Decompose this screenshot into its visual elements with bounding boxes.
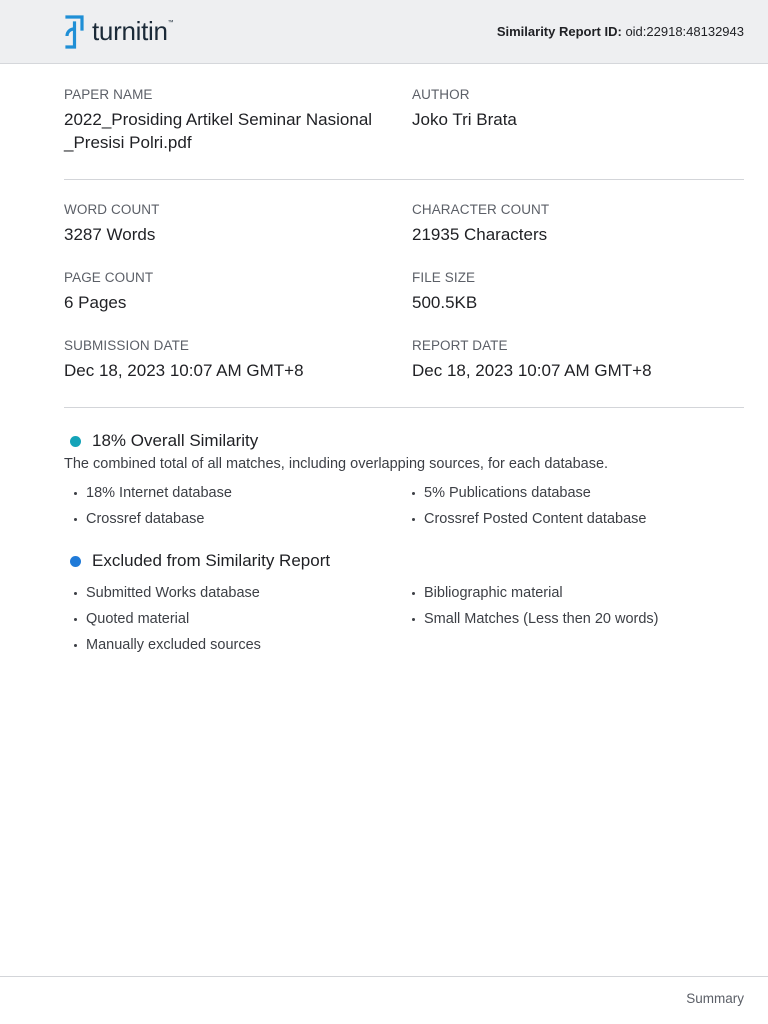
- page-count-label: PAGE COUNT: [64, 270, 154, 285]
- file-size-label: FILE SIZE: [412, 270, 476, 285]
- overall-similarity-heading: [70, 431, 258, 451]
- excluded-heading: [70, 551, 330, 571]
- list-item: Submitted Works database: [64, 583, 261, 609]
- submission-date-label: SUBMISSION DATE: [64, 338, 190, 353]
- report-date-label: REPORT DATE: [412, 338, 508, 353]
- list-item: Small Matches (Less then 20 words): [402, 609, 659, 635]
- logo-text: turnitin: [92, 16, 168, 46]
- page-count-field: [64, 270, 404, 314]
- list-item: Bibliographic material: [402, 583, 659, 609]
- similarity-list-left: [64, 483, 232, 535]
- divider: [64, 407, 744, 408]
- page-count-value: 6 Pages: [64, 293, 127, 312]
- report-id-label: Similarity Report ID:: [496, 24, 622, 39]
- overall-similarity-title: 18% Overall Similarity: [92, 431, 259, 450]
- author-label: AUTHOR: [412, 87, 470, 102]
- similarity-list-right: [402, 483, 646, 535]
- list-item: Quoted material: [64, 609, 261, 635]
- similarity-description: The combined total of all matches, including overlapping sources, for each database.: [64, 456, 609, 472]
- excluded-list-right: [402, 583, 659, 635]
- word-count-value: 3287 Words: [64, 225, 156, 244]
- excluded-list-left: [64, 583, 261, 661]
- character-count-value: 21935 Characters: [412, 225, 548, 244]
- paper-name-line2: _Presisi Polri.pdf: [64, 133, 192, 152]
- paper-name-value: [64, 108, 404, 154]
- logo-trademark: ™: [167, 20, 174, 26]
- excluded-title: Excluded from Similarity Report: [92, 551, 331, 570]
- list-item: 18% Internet database: [64, 483, 232, 509]
- list-item: Manually excluded sources: [64, 635, 261, 661]
- summary-label: Summary: [686, 991, 744, 1006]
- list-item: 5% Publications database: [402, 483, 646, 509]
- word-count-label: WORD COUNT: [64, 202, 160, 217]
- paper-name-line1: 2022_Prosiding Artikel Seminar Nasional: [64, 110, 373, 129]
- file-size-value: 500.5KB: [412, 293, 478, 312]
- report-date-value: Dec 18, 2023 10:07 AM GMT+8: [412, 361, 652, 380]
- submission-date-field: [64, 338, 404, 382]
- excluded-dot-icon: [70, 556, 81, 567]
- list-item: Crossref Posted Content database: [402, 509, 646, 535]
- turnitin-logo: [64, 14, 174, 50]
- divider: [64, 179, 744, 180]
- list-item: Crossref database: [64, 509, 232, 535]
- turnitin-logo-icon: [64, 14, 86, 50]
- file-size-field: [412, 270, 752, 314]
- word-count-field: [64, 202, 404, 246]
- paper-name-label: PAPER NAME: [64, 87, 153, 102]
- character-count-field: [412, 202, 752, 246]
- report-header: [0, 0, 768, 64]
- author-value: Joko Tri Brata: [412, 110, 517, 129]
- report-id-value: oid:22918:48132943: [625, 24, 744, 39]
- character-count-label: CHARACTER COUNT: [412, 202, 550, 217]
- submission-date-value: Dec 18, 2023 10:07 AM GMT+8: [64, 361, 304, 380]
- author-field: [412, 87, 752, 131]
- similarity-report-id: [497, 24, 744, 39]
- paper-name-field: [64, 87, 404, 154]
- report-date-field: [412, 338, 752, 382]
- page-footer: [0, 976, 768, 1024]
- similarity-dot-icon: [70, 436, 81, 447]
